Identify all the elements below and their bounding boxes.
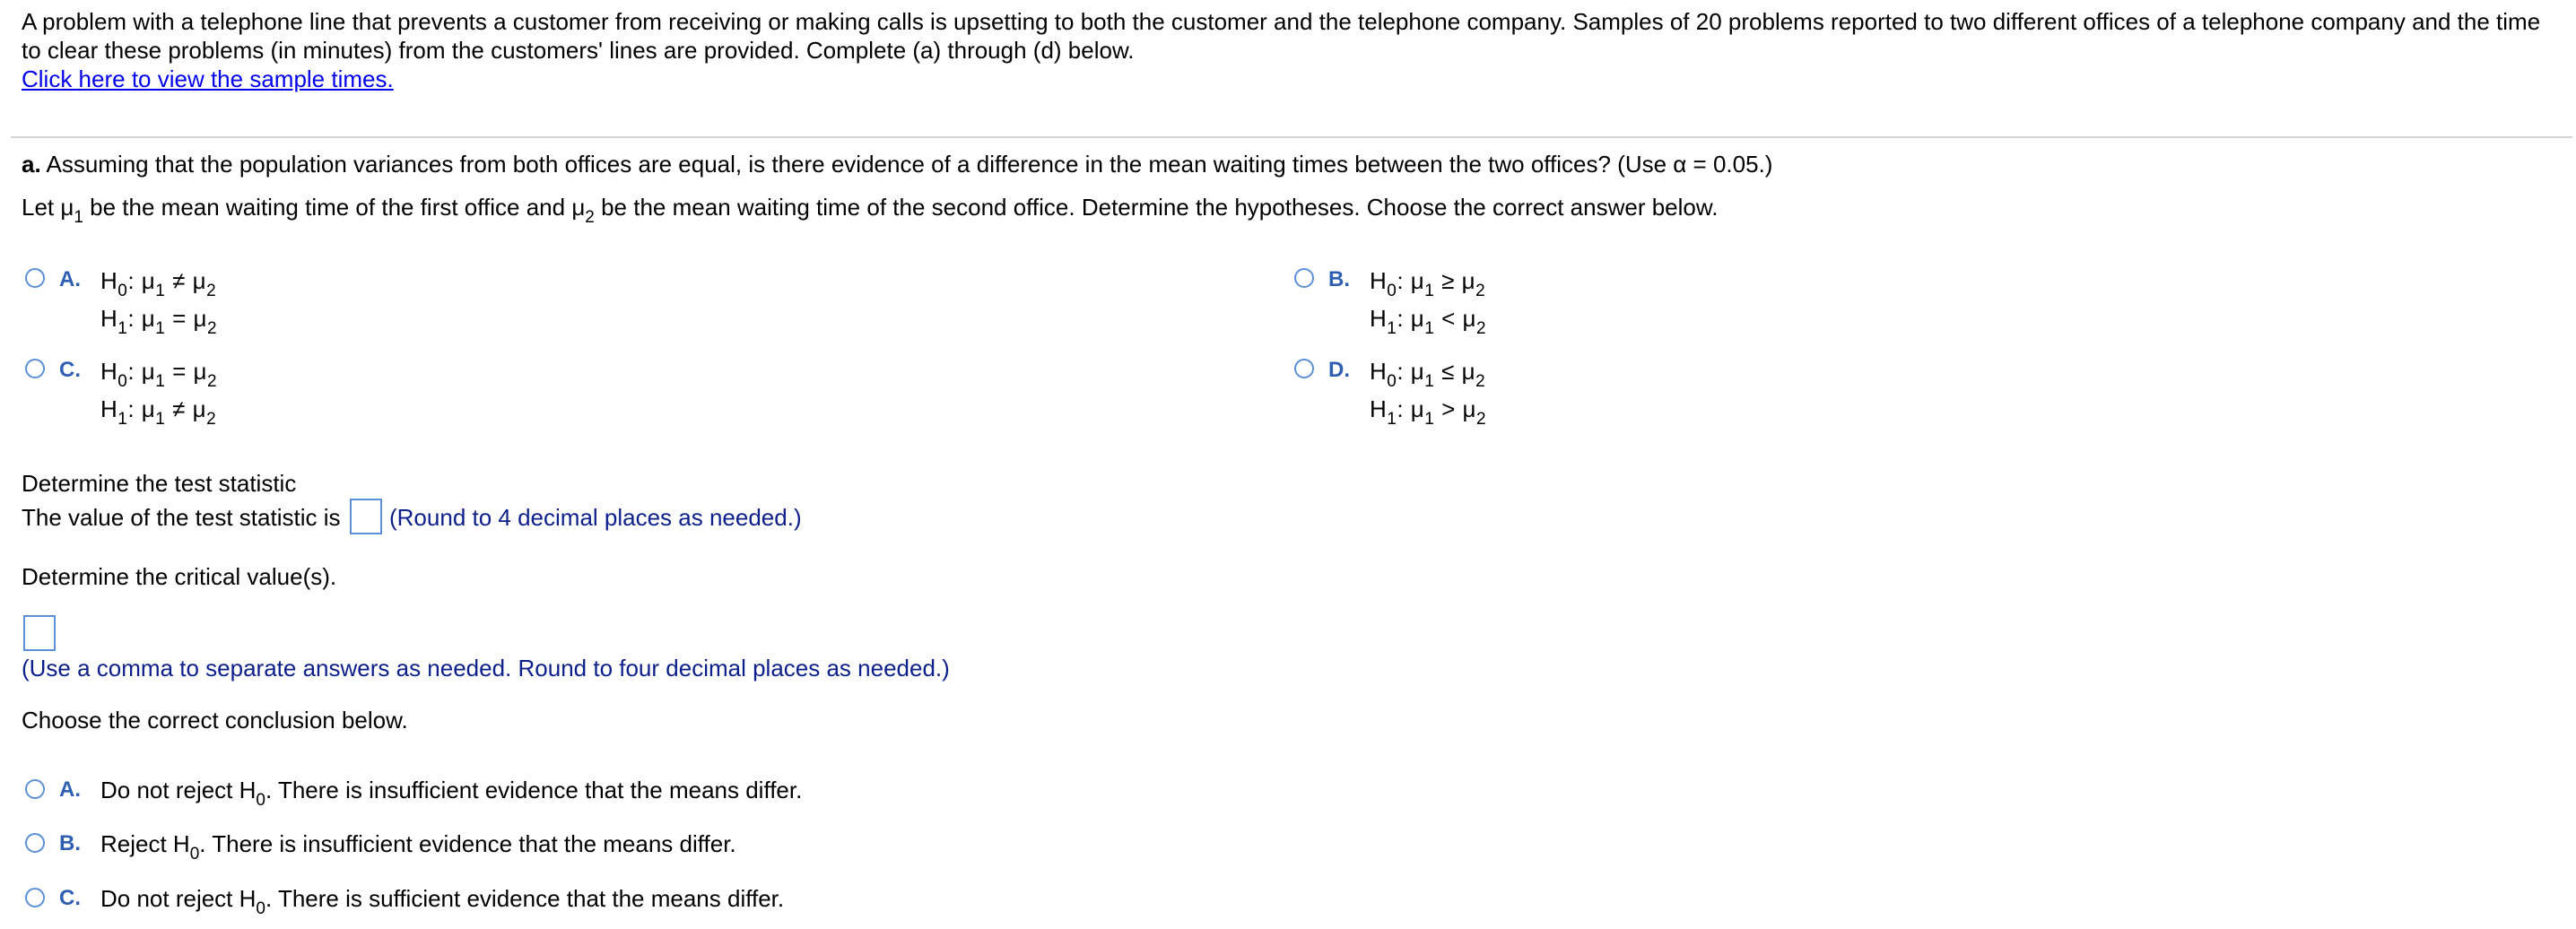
hypothesis-a-h0: $H_0$: $\mu_1 \ne \mu_2$ [100,267,217,300]
hypothesis-d-h1: $H_1$: $\mu_1 > \mu_2$ [1370,395,1487,429]
conclusion-option-b-letter: B. [59,831,81,855]
hypothesis-option-d-letter: D. [1328,358,1350,382]
hypothesis-option-c-radio[interactable] [25,359,45,378]
conclusion-option-b-radio[interactable] [25,833,45,853]
conclusion-option-c-letter: C. [59,886,81,910]
conclusion-option-a-radio[interactable] [25,779,45,799]
hypothesis-d-h0: $H_0$: $\mu_1 \le \mu_2$ [1370,358,1486,391]
hypothesis-c-h0: $H_0$: $\mu_1 = \mu_2$ [100,358,218,391]
hypothesis-option-c-letter: C. [59,358,81,382]
conclusion-option-b-text: Reject $H_0$. There is insufficient evidence that the means differ. [100,830,736,864]
hypothesis-option-a-radio[interactable] [25,268,45,288]
problem-intro [22,7,2560,93]
hypothesis-option-a-letter: A. [59,267,81,291]
hypothesis-option-b-radio[interactable] [1294,268,1314,288]
test-statistic-input[interactable] [350,499,382,534]
hypothesis-c-h1: $H_1$: $\mu_1 \ne \mu_2$ [100,395,217,429]
hypothesis-a-h1: $H_1$: $\mu_1 = \mu_2$ [100,305,218,338]
let-statement: Let $\mu_1$ be the mean waiting time of the first office and $\mu_2$ be the mean waiting time of the second office. Determine the hypotheses. Choose the correct answer below. [22,194,1719,227]
conclusion-option-c-radio[interactable] [25,888,45,907]
part-a-question [22,151,1772,178]
conclusion-heading: Choose the correct conclusion below. [22,707,408,734]
conclusion-option-c-text: Do not reject $H_0$. There is sufficient evidence that the means differ. [100,885,785,918]
test-statistic-heading: Determine the test statistic [22,470,297,497]
hypothesis-b-h1: $H_1$: $\mu_1 < \mu_2$ [1370,305,1487,338]
part-a-question-text: Assuming that the population variances from both offices are equal, is there evidence of a difference in the mean waiting times between the two offices? (Use α = 0.05.) [46,151,1773,178]
hypothesis-option-b-letter: B. [1328,267,1350,291]
critical-value-heading: Determine the critical value(s). [22,563,337,590]
part-a-label: a. [22,151,41,178]
test-statistic-prompt: The value of the test statistic is [22,504,341,531]
sample-times-link[interactable]: Click here to view the sample times. [22,65,394,92]
section-divider [11,136,2572,138]
hypothesis-b-h0: $H_0$: $\mu_1 \ge \mu_2$ [1370,267,1486,300]
test-statistic-hint: (Round to 4 decimal places as needed.) [389,504,802,531]
critical-value-hint: (Use a comma to separate answers as needed. Round to four decimal places as needed.) [22,655,950,682]
conclusion-option-a-text: Do not reject $H_0$. There is insufficient evidence that the means differ. [100,777,803,810]
critical-value-input[interactable] [23,615,56,651]
hypothesis-option-d-radio[interactable] [1294,359,1314,378]
intro-text: A problem with a telephone line that prevents a customer from receiving or making calls is upsetting to both the customer and the telephone company. Samples of 20 problems reported to two different offices of a telephone company and the time to clear these problems (in minutes) from the customers' lines are provided. Complete (a) through (d) below. [22,8,2541,64]
conclusion-option-a-letter: A. [59,777,81,802]
